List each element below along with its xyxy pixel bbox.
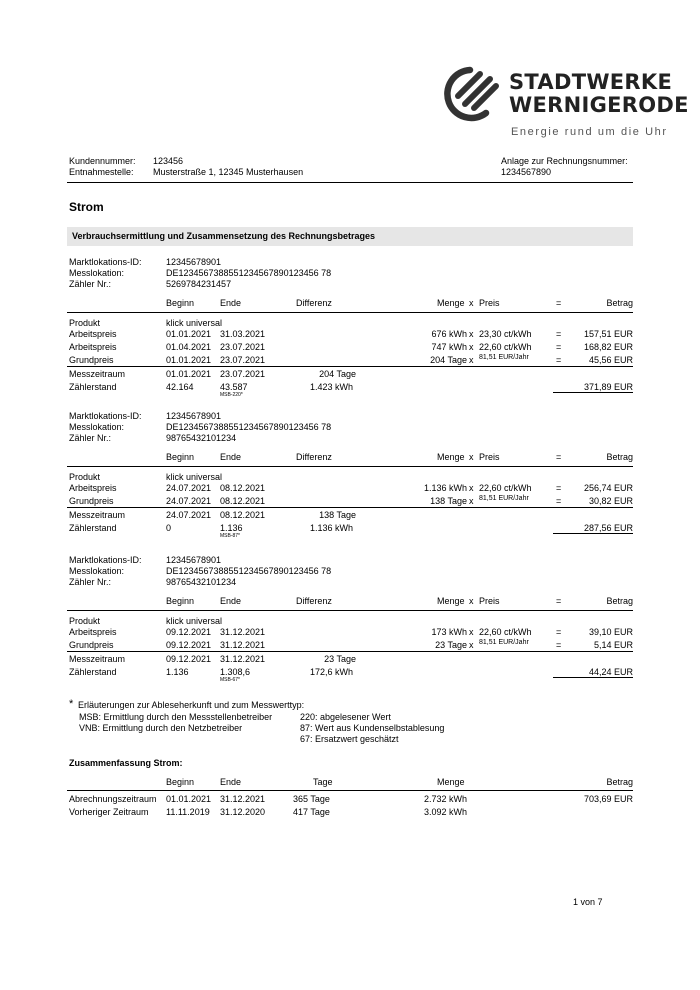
item-end: 08.12.2021 <box>220 496 266 506</box>
melo-value: DE1234567388551234567890123456 78 <box>166 566 332 576</box>
meter-value: 98765432101234 <box>166 433 237 443</box>
item-price: 22,60 ct/kWh <box>479 483 532 493</box>
item-label: Arbeitspreis <box>69 342 117 352</box>
melo-label: Messlokation: <box>69 268 125 278</box>
meter-label: Zähler Nr.: <box>69 279 112 289</box>
item-price: 22,60 ct/kWh <box>479 342 532 352</box>
col-header-end: Ende <box>220 596 242 606</box>
reading-consumption: 1.423 kWh <box>309 382 353 392</box>
item-start: 09.12.2021 <box>166 627 212 637</box>
item-equals: = <box>556 627 562 637</box>
meter-label: Zähler Nr.: <box>69 577 112 587</box>
melo-value: DE1234567388551234567890123456 78 <box>166 422 332 432</box>
item-quantity: 747 kWh <box>431 342 467 352</box>
summary-row-start: 01.01.2021 <box>166 794 212 804</box>
table-header-divider <box>67 466 633 467</box>
item-quantity: 173 kWh <box>431 627 467 637</box>
item-label: Grundpreis <box>69 496 114 506</box>
item-equals: = <box>556 329 562 339</box>
table-header-divider <box>67 610 633 611</box>
col-header-diff: Differenz <box>296 298 332 308</box>
col-header-start: Beginn <box>166 452 195 462</box>
summary-row-end: 31.12.2021 <box>220 794 266 804</box>
item-equals: = <box>556 640 562 650</box>
reading-start: 1.136 <box>166 667 189 677</box>
section-title: Strom <box>69 200 104 214</box>
summary-row-days: 365 Tage <box>293 794 330 804</box>
item-label: Arbeitspreis <box>69 483 117 493</box>
period-start: 09.12.2021 <box>166 654 212 664</box>
item-amount: 256,74 EUR <box>583 483 633 493</box>
col-header-eq: = <box>556 596 562 606</box>
reading-end: 1.136 <box>220 523 243 533</box>
brand-line-2: WERNIGERODE <box>509 93 689 117</box>
col-header-price: Preis <box>479 298 500 308</box>
meter-value: 5269784231457 <box>166 279 232 289</box>
product-name: klick universal <box>166 318 223 328</box>
reading-start: 42.164 <box>166 382 194 392</box>
col-header-eq: = <box>556 452 562 462</box>
item-quantity: 1.136 kWh <box>423 483 467 493</box>
product-name: klick universal <box>166 472 223 482</box>
item-equals: = <box>556 342 562 352</box>
item-start: 09.12.2021 <box>166 640 212 650</box>
period-end: 23.07.2021 <box>220 369 266 379</box>
block-total: 44,24 EUR <box>553 667 633 678</box>
invoice-ref-number: 1234567890 <box>501 167 552 177</box>
item-end: 23.07.2021 <box>220 342 266 352</box>
item-quantity: 138 Tage <box>430 496 467 506</box>
period-days: 138 Tage <box>319 510 356 520</box>
period-days: 204 Tage <box>319 369 356 379</box>
item-equals: = <box>556 355 562 365</box>
summary-divider <box>67 790 633 791</box>
col-header-amount: Betrag <box>606 596 633 606</box>
item-equals: = <box>556 496 562 506</box>
period-divider <box>67 366 633 367</box>
reading-start: 0 <box>166 523 172 533</box>
reading-end: 1.308,6 <box>220 667 251 677</box>
item-multiply: x <box>469 640 474 650</box>
malo-value: 12345678901 <box>166 411 222 421</box>
brand-line-1: STADTWERKE <box>509 70 673 94</box>
col-header-amount: Betrag <box>606 452 633 462</box>
col-header-start: Beginn <box>166 596 195 606</box>
summary-row-days: 417 Tage <box>293 807 330 817</box>
period-end: 08.12.2021 <box>220 510 266 520</box>
period-start: 24.07.2021 <box>166 510 212 520</box>
item-multiply: x <box>469 627 474 637</box>
reading-consumption: 1.136 kWh <box>309 523 353 533</box>
item-label: Arbeitspreis <box>69 627 117 637</box>
summary-row-start: 11.11.2019 <box>166 807 210 817</box>
summary-row-end: 31.12.2020 <box>220 807 266 817</box>
item-amount: 5,14 EUR <box>593 640 633 650</box>
item-start: 24.07.2021 <box>166 496 212 506</box>
item-price: 81,51 EUR/Jahr <box>479 495 529 502</box>
block-total: 371,89 EUR <box>553 382 633 393</box>
item-equals: = <box>556 483 562 493</box>
reading-label: Zählerstand <box>69 667 117 677</box>
reading-source-note: MSB-67* <box>220 677 241 683</box>
product-label: Produkt <box>69 616 101 626</box>
product-label: Produkt <box>69 472 101 482</box>
item-label: Arbeitspreis <box>69 329 117 339</box>
reading-source-note: MSB-220* <box>220 392 243 398</box>
reading-label: Zählerstand <box>69 523 117 533</box>
page-number: 1 von 7 <box>573 897 603 907</box>
malo-label: Marktlokations-ID: <box>69 257 142 267</box>
period-label: Messzeitraum <box>69 654 126 664</box>
footnote-title: Erläuterungen zur Ableseherkunft und zum Messwerttyp: <box>78 700 305 710</box>
site-label: Entnahmestelle: <box>69 167 134 177</box>
invoice-ref-label: Anlage zur Rechnungsnummer: <box>501 156 628 166</box>
footnote-87: 87: Wert aus Kundenselbstablesung <box>300 723 445 733</box>
period-divider <box>67 507 633 508</box>
col-header-start: Beginn <box>166 298 195 308</box>
malo-value: 12345678901 <box>166 257 222 267</box>
summary-header-start: Beginn <box>166 777 195 787</box>
table-header-divider <box>67 312 633 313</box>
period-start: 01.01.2021 <box>166 369 212 379</box>
item-amount: 168,82 EUR <box>583 342 633 352</box>
item-multiply: x <box>469 483 474 493</box>
item-price: 23,30 ct/kWh <box>479 329 532 339</box>
reading-source-note: MSB-87* <box>220 533 241 539</box>
col-header-x: x <box>469 596 474 606</box>
header-divider <box>67 182 633 183</box>
item-price: 22,60 ct/kWh <box>479 627 532 637</box>
reading-label: Zählerstand <box>69 382 117 392</box>
reading-end: 43.587 <box>220 382 248 392</box>
period-days: 23 Tage <box>324 654 356 664</box>
band-title: Verbrauchsermittlung und Zusammensetzung des Rechnungsbetrages <box>72 231 376 241</box>
col-header-qty: Menge <box>437 596 465 606</box>
period-label: Messzeitraum <box>69 369 126 379</box>
summary-row-amount: 703,69 EUR <box>583 794 633 804</box>
summary-row-label: Abrechnungszeitraum <box>69 794 157 804</box>
item-end: 08.12.2021 <box>220 483 266 493</box>
footnote-msb: MSB: Ermittlung durch den Messstellenbetreiber <box>79 712 273 722</box>
site-address: Musterstraße 1, 12345 Musterhausen <box>153 167 304 177</box>
footnote-vnb: VNB: Ermittlung durch den Netzbetreiber <box>79 723 243 733</box>
item-amount: 30,82 EUR <box>588 496 633 506</box>
summary-header-qty: Menge <box>437 777 465 787</box>
product-name: klick universal <box>166 616 223 626</box>
item-quantity: 23 Tage <box>435 640 467 650</box>
block-total: 287,56 EUR <box>553 523 633 534</box>
item-end: 31.12.2021 <box>220 627 266 637</box>
item-start: 24.07.2021 <box>166 483 212 493</box>
malo-label: Marktlokations-ID: <box>69 411 142 421</box>
item-price: 81,51 EUR/Jahr <box>479 354 529 361</box>
item-label: Grundpreis <box>69 355 114 365</box>
col-header-qty: Menge <box>437 298 465 308</box>
customer-number: 123456 <box>153 156 184 166</box>
period-divider <box>67 651 633 652</box>
period-label: Messzeitraum <box>69 510 126 520</box>
col-header-diff: Differenz <box>296 452 332 462</box>
item-start: 01.01.2021 <box>166 329 212 339</box>
item-start: 01.04.2021 <box>166 342 212 352</box>
item-end: 23.07.2021 <box>220 355 266 365</box>
item-price: 81,51 EUR/Jahr <box>479 639 529 646</box>
item-label: Grundpreis <box>69 640 114 650</box>
item-multiply: x <box>469 329 474 339</box>
item-end: 31.03.2021 <box>220 329 266 339</box>
summary-row-label: Vorheriger Zeitraum <box>69 807 149 817</box>
col-header-amount: Betrag <box>606 298 633 308</box>
period-end: 31.12.2021 <box>220 654 266 664</box>
meter-label: Zähler Nr.: <box>69 433 112 443</box>
item-multiply: x <box>469 496 474 506</box>
stadtwerke-logo-icon <box>440 66 500 124</box>
item-end: 31.12.2021 <box>220 640 266 650</box>
summary-header-amount: Betrag <box>606 777 633 787</box>
footnote-67: 67: Ersatzwert geschätzt <box>300 734 399 744</box>
melo-label: Messlokation: <box>69 422 125 432</box>
brand-slogan: Energie rund um die Uhr <box>511 126 668 138</box>
col-header-x: x <box>469 452 474 462</box>
product-label: Produkt <box>69 318 101 328</box>
col-header-eq: = <box>556 298 562 308</box>
malo-value: 12345678901 <box>166 555 222 565</box>
summary-row-qty: 3.092 kWh <box>423 807 467 817</box>
item-amount: 39,10 EUR <box>588 627 633 637</box>
footnote-star: * <box>69 698 74 710</box>
col-header-diff: Differenz <box>296 596 332 606</box>
item-multiply: x <box>469 342 474 352</box>
item-quantity: 676 kWh <box>431 329 467 339</box>
summary-title: Zusammenfassung Strom: <box>69 758 183 768</box>
col-header-price: Preis <box>479 452 500 462</box>
summary-header-end: Ende <box>220 777 242 787</box>
melo-label: Messlokation: <box>69 566 125 576</box>
item-quantity: 204 Tage <box>430 355 467 365</box>
summary-row-qty: 2.732 kWh <box>423 794 467 804</box>
item-amount: 45,56 EUR <box>588 355 633 365</box>
col-header-end: Ende <box>220 298 242 308</box>
col-header-qty: Menge <box>437 452 465 462</box>
reading-consumption: 172,6 kWh <box>309 667 353 677</box>
col-header-end: Ende <box>220 452 242 462</box>
item-start: 01.01.2021 <box>166 355 212 365</box>
malo-label: Marktlokations-ID: <box>69 555 142 565</box>
item-amount: 157,51 EUR <box>583 329 633 339</box>
col-header-x: x <box>469 298 474 308</box>
item-multiply: x <box>469 355 474 365</box>
col-header-price: Preis <box>479 596 500 606</box>
footnote-220: 220: abgelesener Wert <box>300 712 391 722</box>
meter-value: 98765432101234 <box>166 577 237 587</box>
melo-value: DE1234567388551234567890123456 78 <box>166 268 332 278</box>
summary-header-days: Tage <box>313 777 333 787</box>
customer-number-label: Kundennummer: <box>69 156 136 166</box>
